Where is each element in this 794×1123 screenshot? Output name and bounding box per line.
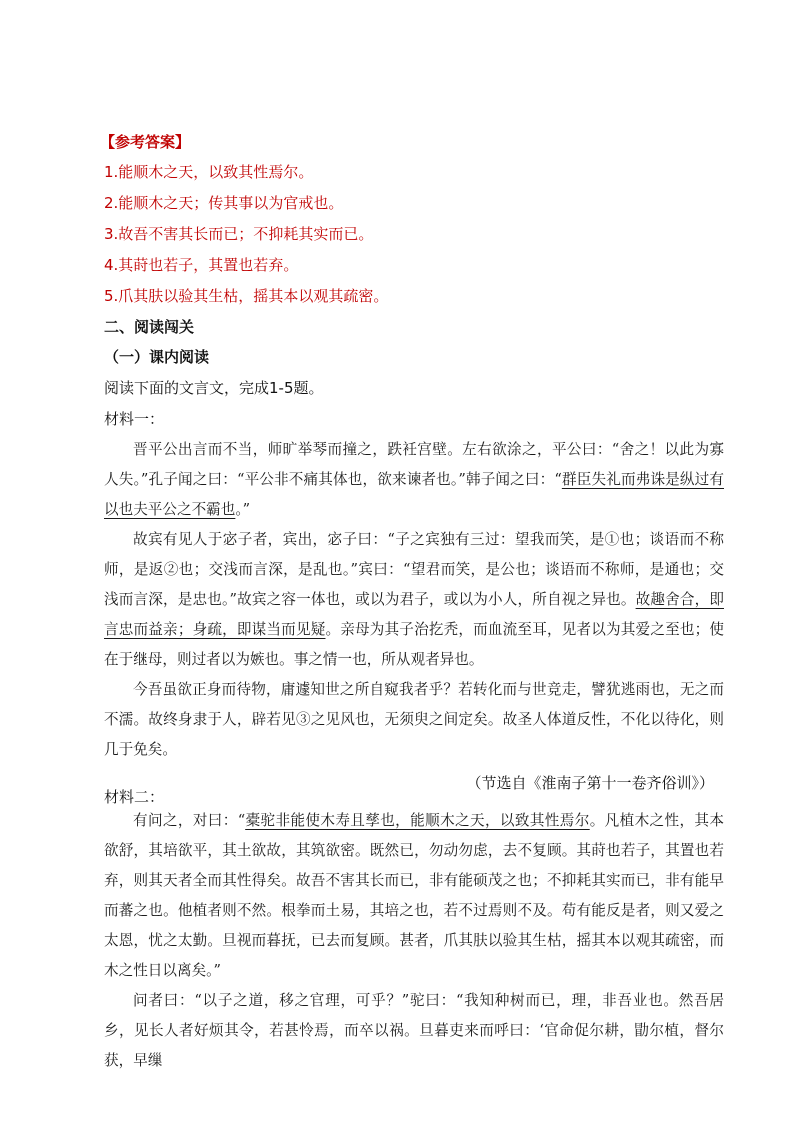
- material2-paragraph-2: 问者曰：“以子之道，移之官理，可乎？”驼曰：“我知种树而已，理，非吾业也。然吾居乡，见长人者好烦其令，若甚怜焉，而卒以祸。旦暮吏来而呼曰：‘官命促尔耕，勖尔植，督尔获，早缫: [104, 992, 724, 1069]
- answer-item-3: 3.故吾不害其长而已；不抑耗其实而已。: [104, 225, 374, 243]
- instruction: 阅读下面的文言文，完成1-5题。: [104, 379, 324, 397]
- material1-body: [104, 435, 724, 765]
- section-subtitle: （一）课内阅读: [104, 348, 210, 366]
- material1-paragraph-1: 晋平公出言而不当，师旷举琴而撞之，跌衽宫壁。左右欲涂之，平公曰：“舍之！以此为寡人失。”孔子闻之曰：“平公非不痛其体也，欲来谏者也。”韩子闻之曰：“群臣失礼而弗诛是纵过有以也夫平公之不霸也。”: [104, 441, 724, 518]
- answers-heading: 【参考答案】: [100, 133, 191, 151]
- answer-item-2: 2.能顺木之天；传其事以为官戒也。: [104, 194, 344, 212]
- underlined-sentence: 橐驼非能使木寿且孳也，能顺木之天，以致其性焉尔: [245, 812, 590, 829]
- material2-body: [104, 806, 724, 1076]
- material1-label: 材料一：: [104, 410, 165, 428]
- underlined-sentence: 群臣失礼而弗诛是纵过有以也夫平公之不霸也: [104, 471, 724, 518]
- source-citation: （节选自《淮南子第十一卷齐俗训》）: [466, 774, 714, 792]
- answer-item-1: 1.能顺木之天，以致其性焉尔。: [104, 163, 314, 181]
- material1-paragraph-2: 故宾有见人于宓子者，宾出，宓子曰：“子之宾独有三过：望我而笑，是①也；谈语而不称师，是返②也；交浅而言深，是乱也。”宾曰：“望君而笑，是公也；谈语而不称师，是通也；交浅而言深，是忠也。”故宾之容一体也，或以为君子，或以为小人，所自视之异也。故趣舍合，即言忠而益亲；身疏，即谋当而见疑。亲母为其子治扢秃，而血流至耳，见者以为其爱之至也；使在于继母，则过者以为嫉也。事之情一也，所从观者异也。: [104, 531, 724, 668]
- answer-item-5: 5.爪其肤以验其生枯，摇其本以观其疏密。: [104, 287, 389, 305]
- section-title: 二、阅读闯关: [104, 318, 195, 336]
- material2-label: 材料二：: [104, 788, 165, 806]
- material2-paragraph-1: 有问之，对曰：“橐驼非能使木寿且孳也，能顺木之天，以致其性焉尔。凡植木之性，其本欲舒，其培欲平，其土欲故，其筑欲密。既然已，勿动勿虑，去不复顾。其莳也若子，其置也若弃，则其天者全而其性得矣。故吾不害其长而已，非有能硕茂之也；不抑耗其实而已，非有能早而蕃之也。他植者则不然。根拳而土易，其培之也，若不过焉则不及。苟有能反是者，则又爱之太恩，忧之太勤。旦视而暮抚，已去而复顾。甚者，爪其肤以验其生枯，摇其本以观其疏密，而木之性日以离矣。”: [104, 812, 724, 979]
- answer-item-4: 4.其莳也若子，其置也若弃。: [104, 256, 299, 274]
- underlined-sentence: 故趣舍合，即言忠而益亲；身疏，即谋当而见疑: [104, 591, 724, 638]
- material1-paragraph-3: 今吾虽欲正身而待物，庸遽知世之所自窥我者乎？若转化而与世竞走，譬犹逃雨也，无之而不濡。故终身隶于人，辟若见③之见风也，无须臾之间定矣。故圣人体道反性，不化以待化，则几于免矣。: [104, 681, 724, 758]
